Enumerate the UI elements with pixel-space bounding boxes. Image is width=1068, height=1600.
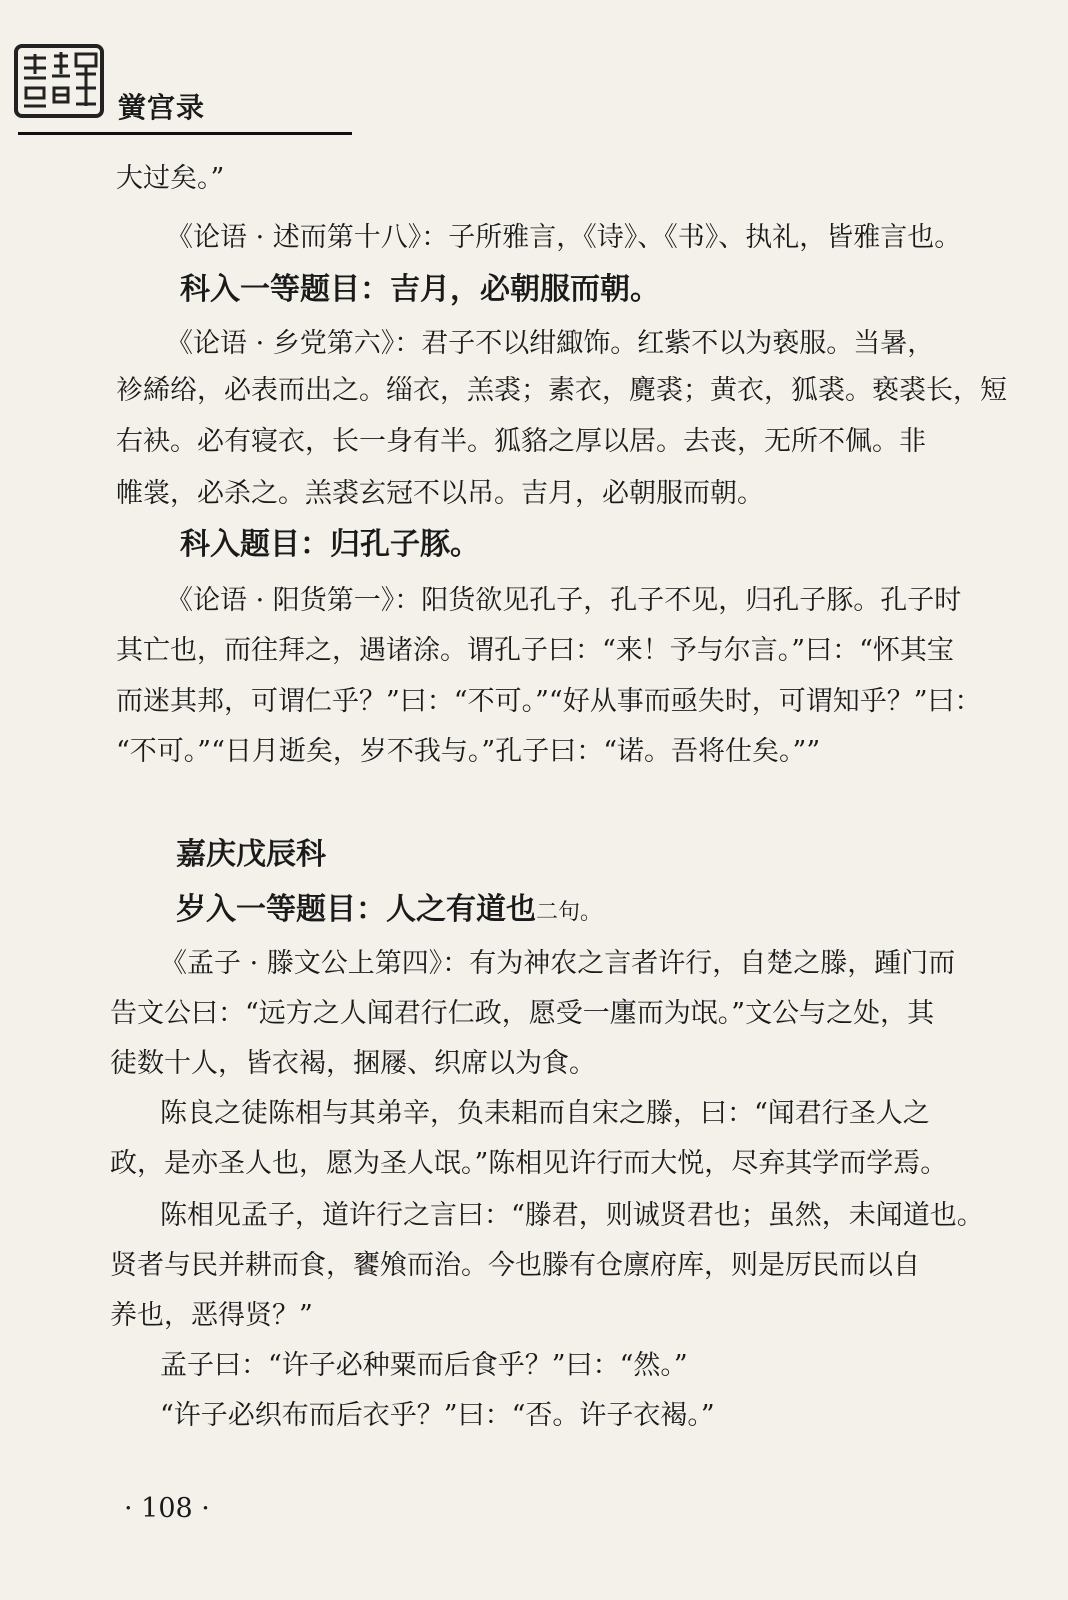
text-line: 贤者与民并耕而食，饔飧而治。今也滕有仓廪府库，则是厉民而以自 (110, 1250, 920, 1281)
section-heading (176, 892, 603, 927)
running-header-title: 黉宫录 (118, 91, 206, 124)
section-heading: 科入题目：归孔子豚。 (180, 527, 480, 562)
text-line: 孟子曰：“许子必种粟而后食乎？”曰：“然。” (160, 1350, 688, 1381)
text-line: 《论语 · 阳货第一》：阳货欲见孔子，孔子不见，归孔子豚。孔子时 (166, 585, 962, 616)
text-line: 告文公曰：“远方之人闻君行仁政，愿受一廛而为氓。”文公与之处，其 (110, 998, 935, 1029)
section-heading-main: 岁入一等题目：人之有道也 (176, 892, 536, 927)
text-line: 大过矣。” (116, 163, 225, 194)
section-heading: 科入一等题目：吉月，必朝服而朝。 (180, 272, 660, 307)
header-rule (18, 132, 352, 135)
text-line: 《论语 · 乡党第六》：君子不以绀緅饰。红紫不以为亵服。当暑， (166, 328, 935, 359)
text-line: 袗絺绤，必表而出之。缁衣，羔裘；素衣，麑裘；黄衣，狐裘。亵裘长，短 (116, 375, 1007, 406)
text-line: “许子必织布而后衣乎？”曰：“否。许子衣褐。” (160, 1400, 715, 1431)
seal-logo-icon (14, 44, 104, 118)
text-line: “不可。”“日月逝矣，岁不我与。”孔子曰：“诺。吾将仕矣。”” (116, 736, 821, 767)
text-line: 右袂。必有寝衣，长一身有半。狐貉之厚以居。去丧，无所不佩。非 (116, 426, 926, 457)
text-line: 陈良之徒陈相与其弟辛，负耒耜而自宋之滕，曰：“闻君行圣人之 (160, 1098, 930, 1129)
text-line: 而迷其邦，可谓仁乎？”曰：“不可。”“好从事而亟失时，可谓知乎？”曰： (116, 686, 982, 717)
text-line: 养也，恶得贤？” (110, 1300, 313, 1331)
text-line: 徒数十人，皆衣褐，捆屦、织席以为食。 (110, 1048, 596, 1079)
text-line: 陈相见孟子，道许行之言曰：“滕君，则诚贤君也；虽然，未闻道也。 (160, 1200, 984, 1231)
text-line: 政，是亦圣人也，愿为圣人氓。”陈相见许行而大悦，尽弃其学而学焉。 (110, 1148, 948, 1179)
text-line: 其亡也，而往拜之，遇诸涂。谓孔子曰：“来！予与尔言。”曰：“怀其宝 (116, 635, 954, 666)
page-number: · 108 · (124, 1493, 210, 1524)
section-heading-note: 二句。 (536, 900, 603, 925)
text-line: 《孟子 · 滕文公上第四》：有为神农之言者许行，自楚之滕，踵门而 (160, 948, 956, 979)
chapter-heading: 嘉庆戊辰科 (176, 837, 326, 872)
text-line: 帷裳，必杀之。羔裘玄冠不以吊。吉月，必朝服而朝。 (116, 478, 764, 509)
text-line: 《论语 · 述而第十八》：子所雅言，《诗》、《书》、执礼，皆雅言也。 (166, 222, 962, 253)
